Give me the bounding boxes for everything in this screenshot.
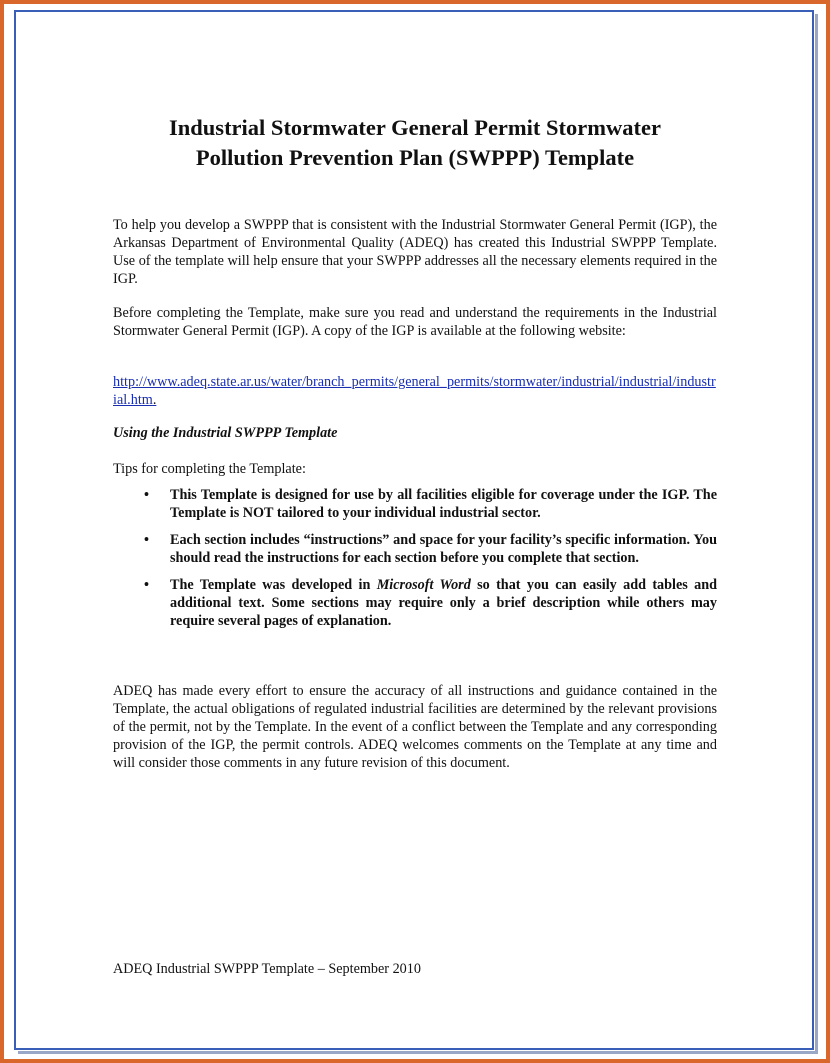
- igp-website-link[interactable]: http://www.adeq.state.ar.us/water/branch_permits/general_permits/stormwater/industrial/industrial/industrial.htm: [113, 374, 716, 408]
- title-line-1: Industrial Stormwater General Permit Stormwater: [169, 115, 661, 140]
- igp-website-link-block: [113, 373, 717, 409]
- tip-text: Each section includes “instructions” and space for your facility’s specific information. You should read the instructions for each section before you complete that section.: [170, 532, 717, 566]
- tip-text: This Template is designed for use by all facilities eligible for coverage under the IGP. The Template is NOT tailored to your individual industrial sector.: [170, 487, 717, 521]
- disclaimer-paragraph: ADEQ has made every effort to ensure the accuracy of all instructions and guidance contained in the Template, the actual obligations of regulated industrial facilities are determined by the relevant provisions of the permit, not by the Template. In the event of a conflict between the Template and any corresponding provision of the IGP, the permit controls. ADEQ welcomes comments on the Template at any time and will consider those comments in any future revision of this document.: [113, 683, 717, 771]
- link-trailing-period: .: [152, 392, 157, 408]
- intro-paragraph: To help you develop a SWPPP that is consistent with the Industrial Stormwater General Permit (IGP), the Arkansas Department of Environmental Quality (ADEQ) has created this Industrial SWPPP Template. Use of the template will help ensure that your SWPPP addresses all the necessary elements required in the IGP.: [113, 217, 717, 287]
- section-heading: Using the Industrial SWPPP Template: [113, 425, 338, 441]
- title-line-2: Pollution Prevention Plan (SWPPP) Template: [195, 145, 635, 170]
- list-item: [143, 531, 717, 567]
- bullet-icon: •: [144, 487, 149, 503]
- tip-text-start: The Template was developed in: [170, 577, 377, 593]
- list-item: [143, 576, 717, 630]
- bullet-icon: •: [144, 532, 149, 548]
- tips-list: [143, 486, 717, 639]
- tips-intro: Tips for completing the Template:: [113, 461, 306, 477]
- page-footer: ADEQ Industrial SWPPP Template – September 2010: [113, 961, 421, 977]
- list-item: [143, 486, 717, 522]
- tip-text-end: so that you can easily add tables and additional text. Some sections may require only a brief description while others may require several pages of explanation.: [170, 577, 717, 629]
- page-title: [100, 113, 730, 173]
- before-paragraph: Before completing the Template, make sure you read and understand the requirements in the Industrial Stormwater General Permit (IGP). A copy of the IGP is available at the following website:: [113, 305, 717, 339]
- bullet-icon: •: [144, 577, 149, 593]
- tip-text-italic: Microsoft Word: [376, 577, 471, 593]
